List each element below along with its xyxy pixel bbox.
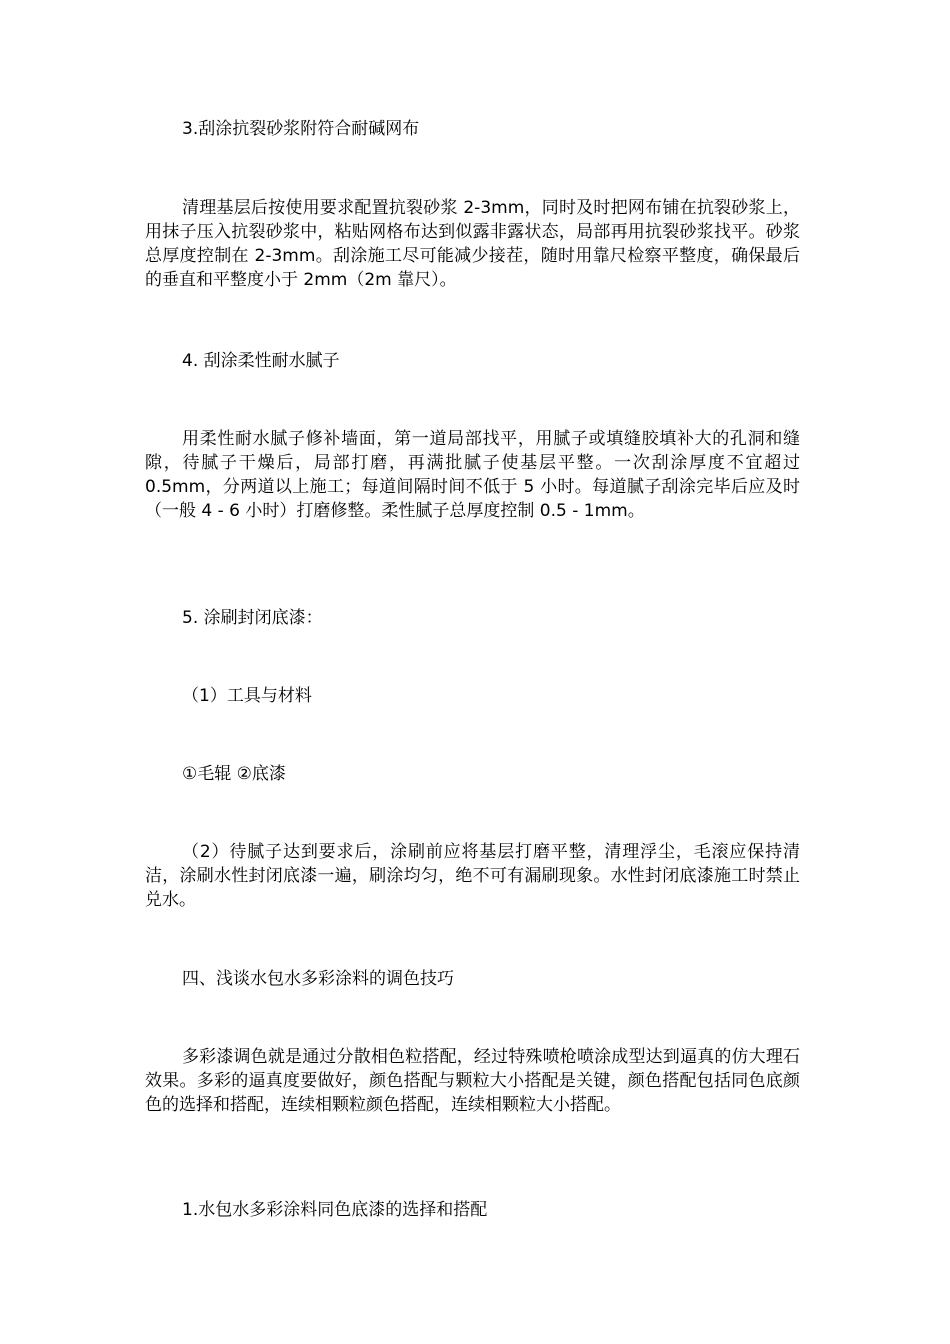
tools-list: ①毛辊 ②底漆 (182, 764, 286, 784)
paragraph-flexible-putty: 用柔性耐水腻子修补墙面，第一道局部找平，用腻子或填缝胶填补大的孔洞和缝隙，待腻子干燥后，局部打磨，再满批腻子使基层平整。一次刮涂厚度不宜超过 0.5mm，分两道以上施工；每道间隔时间不低于 5 小时。每道腻子刮涂完毕后应及时（一般 4 - 6 小时）打磨修整。柔性腻子总厚度控制 0.5 - 1mm。 (145, 429, 800, 521)
paragraph-sealing-primer: （2）待腻子达到要求后，涂刷前应将基层打磨平整，清理浮尘，毛滚应保持清洁，涂刷水性封闭底漆一遍，刷涂均匀，绝不可有漏刷现象。水性封闭底漆施工时禁止兑水。 (145, 842, 800, 910)
chapter-heading-4: 四、浅谈水包水多彩涂料的调色技巧 (182, 969, 454, 989)
section-heading-5: 5. 涂刷封闭底漆： (182, 608, 323, 628)
paragraph-anti-crack-mortar: 清理基层后按使用要求配置抗裂砂浆 2-3mm，同时及时把网布铺在抗裂砂浆上，用抹子压入抗裂砂浆中，粘贴网格布达到似露非露状态，局部再用抗裂砂浆找平。砂浆总厚度控制在 2-3mm。刮涂施工尽可能减少接茬，随时用靠尺检察平整度，确保最后的垂直和平整度小于 2mm（2m 靠尺）。 (145, 198, 800, 290)
section-heading-3: 3.刮涂抗裂砂浆附符合耐碱网布 (182, 119, 420, 139)
subheading-tools-materials: （1）工具与材料 (182, 686, 312, 706)
section-heading-4: 4. 刮涂柔性耐水腻子 (182, 351, 340, 371)
section-heading-primer-selection: 1.水包水多彩涂料同色底漆的选择和搭配 (182, 1200, 488, 1220)
paragraph-color-matching: 多彩漆调色就是通过分散相色粒搭配，经过特殊喷枪喷涂成型达到逼真的仿大理石效果。多彩的逼真度要做好，颜色搭配与颗粒大小搭配是关键，颜色搭配包括同色底颜色的选择和搭配，连续相颗粒颜色搭配，连续相颗粒大小搭配。 (145, 1047, 800, 1115)
